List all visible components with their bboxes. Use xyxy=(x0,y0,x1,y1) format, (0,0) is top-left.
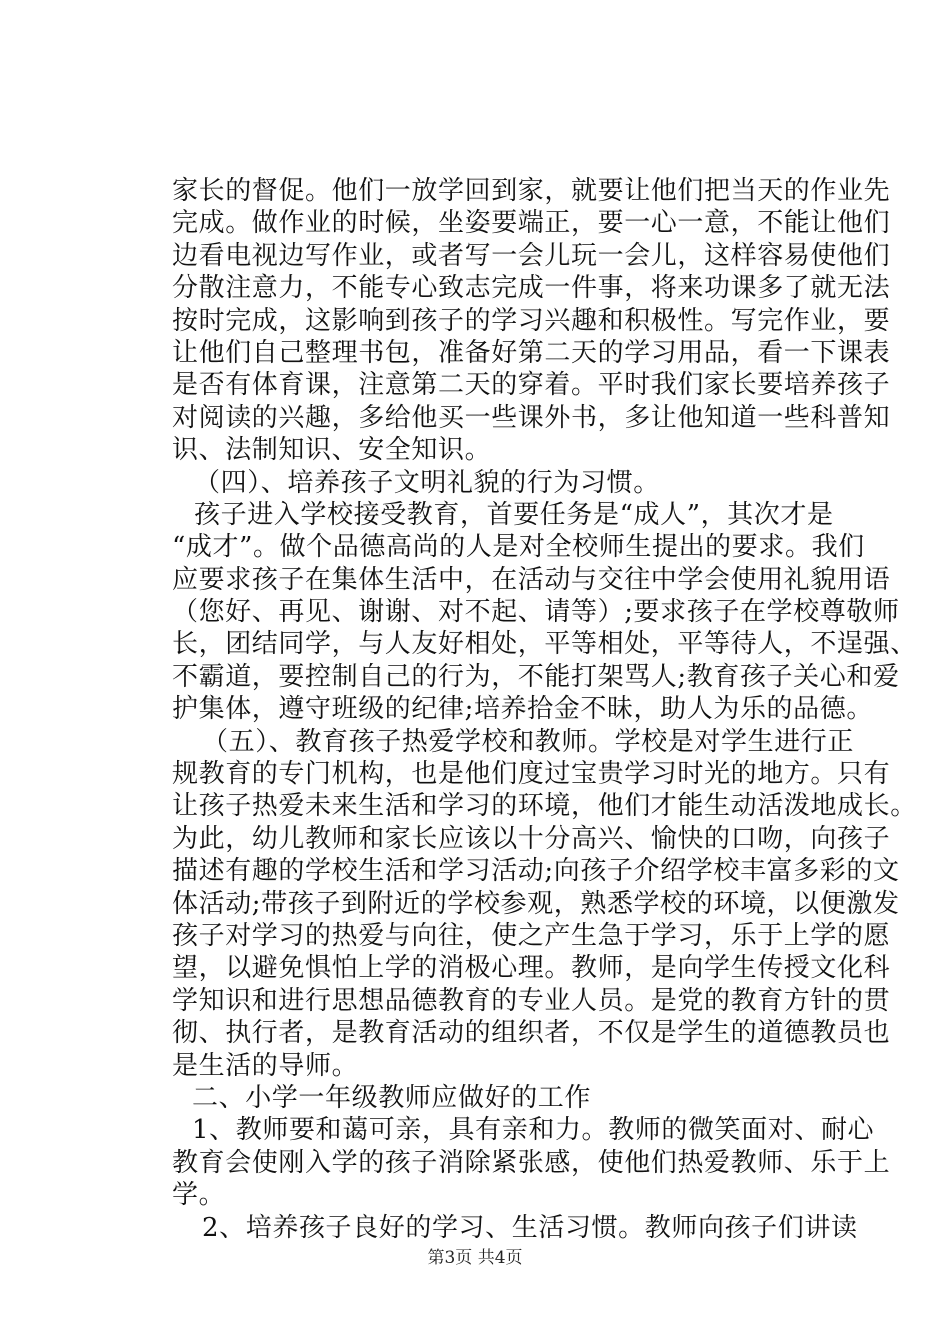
text-line: 体活动;带孩子到附近的学校参观，熟悉学校的环境，以便激发 xyxy=(172,888,900,919)
text-line: 学。 xyxy=(172,1180,226,1211)
text-line: 描述有趣的学校生活和学习活动;向孩子介绍学校丰富多彩的文 xyxy=(172,856,900,887)
text-line: 彻、执行者，是教育活动的组织者，不仅是学生的道德教员也 xyxy=(172,1018,891,1049)
text-line: 是生活的导师。 xyxy=(172,1050,359,1081)
document-body xyxy=(172,175,917,1244)
text-line: 为此，幼儿教师和家长应该以十分高兴、愉快的口吻，向孩子 xyxy=(172,823,891,854)
text-line: （您好、再见、谢谢、对不起、请等）;要求孩子在学校尊敬师 xyxy=(172,597,900,628)
page-number-footer: 第3页 共4页 xyxy=(427,1248,523,1268)
text-line: 学知识和进行思想品德教育的专业人员。是党的教育方针的贯 xyxy=(172,985,891,1016)
text-line: 规教育的专门机构，也是他们度过宝贵学习时光的地方。只有 xyxy=(172,759,891,790)
text-line: 分散注意力，不能专心致志完成一件事，将来功课多了就无法 xyxy=(172,273,891,304)
text-line: 应要求孩子在集体生活中，在活动与交往中学会使用礼貌用语 xyxy=(172,564,891,595)
text-line: “成才”。做个品德高尚的人是对全校师生提出的要求。我们 xyxy=(172,532,865,563)
text-line: 对阅读的兴趣，多给他买一些课外书，多让他知道一些科普知 xyxy=(172,402,891,433)
text-line: 家长的督促。他们一放学回到家，就要让他们把当天的作业先 xyxy=(172,176,891,206)
text-line: 完成。做作业的时候，坐姿要端正，要一心一意，不能让他们 xyxy=(172,208,891,239)
text-line: 识、法制知识、安全知识。 xyxy=(172,435,492,466)
text-line: 按时完成，这影响到孩子的学习兴趣和积极性。写完作业，要 xyxy=(172,305,891,336)
text-line: 1、教师要和蔼可亲，具有亲和力。教师的微笑面对、耐心 xyxy=(192,1115,875,1146)
section-heading: （四）、培养孩子文明礼貌的行为习惯。 xyxy=(194,467,660,498)
text-line: 让孩子热爱未来生活和学习的环境，他们才能生动活泼地成长。 xyxy=(172,791,917,822)
text-line: 教育会使刚入学的孩子消除紧张感，使他们热爱教师、乐于上 xyxy=(172,1147,891,1178)
text-line: 不霸道，要控制自己的行为，不能打架骂人;教育孩子关心和爱 xyxy=(172,661,900,692)
text-line: 长，团结同学，与人友好相处，平等相处，平等待人，不逞强、 xyxy=(172,629,917,660)
text-line: 是否有体育课，注意第二天的穿着。平时我们家长要培养孩子 xyxy=(172,370,891,401)
text-line: 边看电视边写作业，或者写一会儿玩一会儿，这样容易使他们 xyxy=(172,240,891,271)
text-line: 孩子进入学校接受教育，首要任务是“成人”，其次才是 xyxy=(194,499,834,530)
text-line: 2、培养孩子良好的学习、生活习惯。教师向孩子们讲读 xyxy=(202,1212,858,1243)
text-line: 让他们自己整理书包，准备好第二天的学习用品，看一下课表 xyxy=(172,337,891,368)
text-line: 孩子对学习的热爱与向往，使之产生急于学习，乐于上学的愿 xyxy=(172,920,891,951)
section-heading: （五）、教育孩子热爱学校和教师。学校是对学生进行正 xyxy=(202,726,855,757)
text-line: 望，以避免惧怕上学的消极心理。教师，是向学生传授文化科 xyxy=(172,953,891,984)
text-line: 护集体，遵守班级的纪律;培养拾金不昧，助人为乐的品德。 xyxy=(172,694,873,725)
section-heading: 二、小学一年级教师应做好的工作 xyxy=(192,1082,592,1113)
